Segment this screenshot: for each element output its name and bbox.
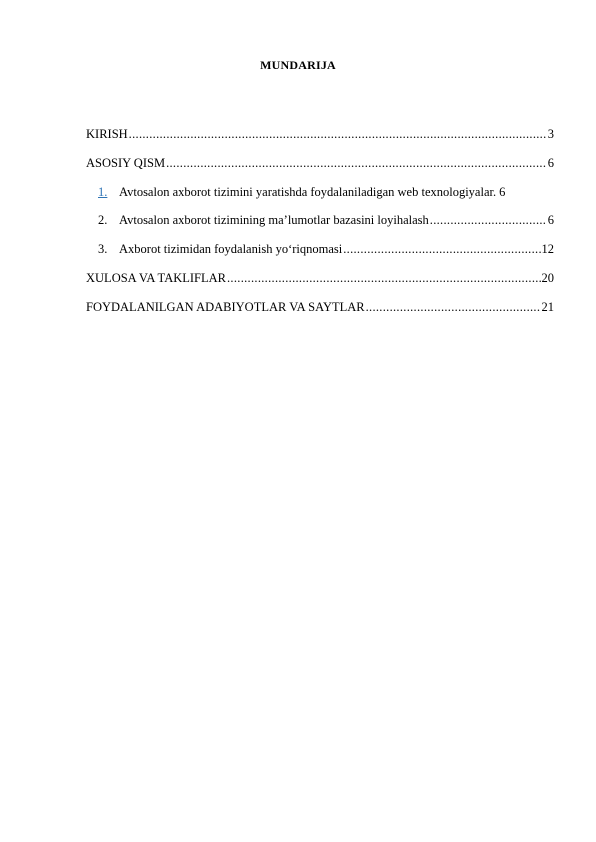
toc-page-number: 6 bbox=[547, 213, 554, 228]
toc-page-number: 21 bbox=[541, 299, 554, 314]
toc-dot-leader bbox=[166, 156, 547, 171]
toc-entry-number-link[interactable]: 1. bbox=[98, 184, 108, 199]
toc-entry-xulosa[interactable] bbox=[86, 271, 554, 286]
toc-entry-text: Avtosalon axborot tizimining ma’lumotlar bazasini loyihalash bbox=[119, 213, 429, 228]
toc-dot-leader bbox=[366, 300, 541, 315]
toc-dot-leader bbox=[129, 127, 547, 142]
toc-entry-text: KIRISH bbox=[86, 127, 128, 141]
toc-page-number: 3 bbox=[547, 127, 554, 141]
toc-entry-number: 3. bbox=[98, 242, 108, 257]
toc-entry-text: ASOSIY QISM bbox=[86, 155, 166, 170]
toc-page-number: 6 bbox=[499, 184, 506, 199]
toc-entry-adabiyotlar[interactable] bbox=[86, 300, 554, 315]
toc-dot-leader bbox=[343, 242, 540, 257]
toc-entry-number: 2. bbox=[98, 213, 108, 228]
table-of-contents bbox=[86, 127, 554, 329]
toc-dot-leader bbox=[227, 271, 541, 286]
toc-entry-malumotlar-bazasi[interactable] bbox=[86, 213, 554, 228]
toc-entry-foydalanish-yoriqnomasi[interactable] bbox=[86, 242, 554, 257]
toc-entry-text: Avtosalon axborot tizimini yaratishda foydalaniladigan web texnologiyalar. bbox=[119, 184, 497, 199]
page-title: MUNDARIJA bbox=[260, 58, 336, 72]
toc-dot-leader bbox=[430, 213, 547, 228]
toc-entry-web-texnologiyalar[interactable] bbox=[86, 185, 554, 200]
toc-entry-asosiy-qism[interactable] bbox=[86, 156, 554, 171]
toc-entry-text: FOYDALANILGAN ADABIYOTLAR VA SAYTLAR bbox=[86, 299, 365, 314]
toc-page-number: 20 bbox=[541, 270, 554, 285]
toc-entry-text: Axborot tizimidan foydalanish yo‘riqnomasi bbox=[119, 242, 343, 257]
toc-page-number: 6 bbox=[547, 155, 554, 170]
toc-entry-kirish[interactable] bbox=[86, 127, 554, 142]
toc-entry-text: XULOSA VA TAKLIFLAR bbox=[86, 270, 226, 285]
toc-page-number: 12 bbox=[541, 242, 554, 257]
